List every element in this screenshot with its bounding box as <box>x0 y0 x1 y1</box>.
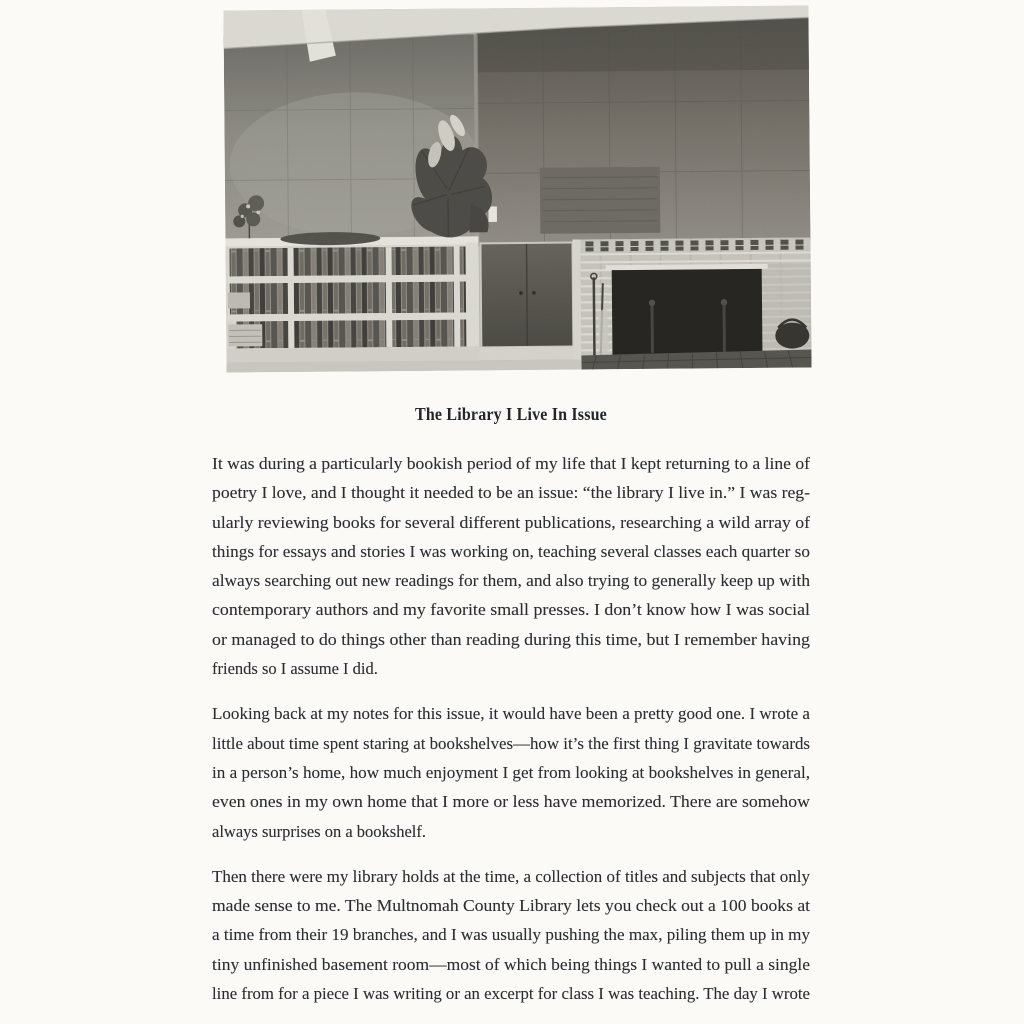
text-line: line from for a piece I was writing or an excerpt for class I was teaching. The day I wrote <box>212 984 810 1004</box>
text-line: tiny unfinished basement room—most of which being things I wanted to pull a single <box>212 954 810 974</box>
text-line: always searching out new readings for them, and also trying to generally keep up with <box>212 571 810 591</box>
text-line: contemporary authors and my favorite small presses. I don’t know how I was social <box>212 600 810 620</box>
text-line: Then there were my library holds at the time, a collection of titles and subjects that only <box>212 866 810 886</box>
paragraph-1 <box>212 449 810 683</box>
text-line: made sense to me. The Multnomah County Library lets you check out a 100 books at <box>212 896 810 916</box>
page-title-text: The Library I Live In Issue <box>415 404 607 424</box>
text-line: friends so I assume I did. <box>212 659 378 679</box>
text-line: It was during a particularly bookish period of my life that I kept returning to a line of <box>212 454 810 473</box>
body-text <box>212 449 810 1024</box>
paragraph-3 <box>212 862 810 1008</box>
text-line: in a person’s home, how much enjoyment I get from looking at bookshelves in general, <box>212 762 810 782</box>
text-line: little about time spent staring at bookshelves—how it’s the first thing I gravitate towards <box>212 733 810 753</box>
text-line: or managed to do things other than reading during this time, but I remember having <box>212 629 810 649</box>
text-line: things for essays and stories I was working on, teaching several classes each quarter so <box>212 541 810 561</box>
text-line: always surprises on a bookshelf. <box>212 821 427 841</box>
text-line: Looking back at my notes for this issue, it would have been a pretty good one. I wrote a <box>212 704 810 724</box>
film-grain-overlay <box>223 5 811 372</box>
library-room-photo-art <box>223 5 811 372</box>
library-room-photo <box>223 5 811 372</box>
paragraph-2 <box>212 699 810 845</box>
text-line: ularly reviewing books for several different publications, researching a wild array of <box>212 512 810 532</box>
page-title <box>212 404 810 425</box>
text-line: even ones in my own home that I more or less have memorized. There are somehow <box>212 792 811 812</box>
text-line: a time from their 19 branches, and I was usually pushing the max, piling them up in my <box>212 925 810 945</box>
text-line: poetry I love, and I thought it needed to be an issue: “the library I live in.” I was reg- <box>212 483 810 503</box>
